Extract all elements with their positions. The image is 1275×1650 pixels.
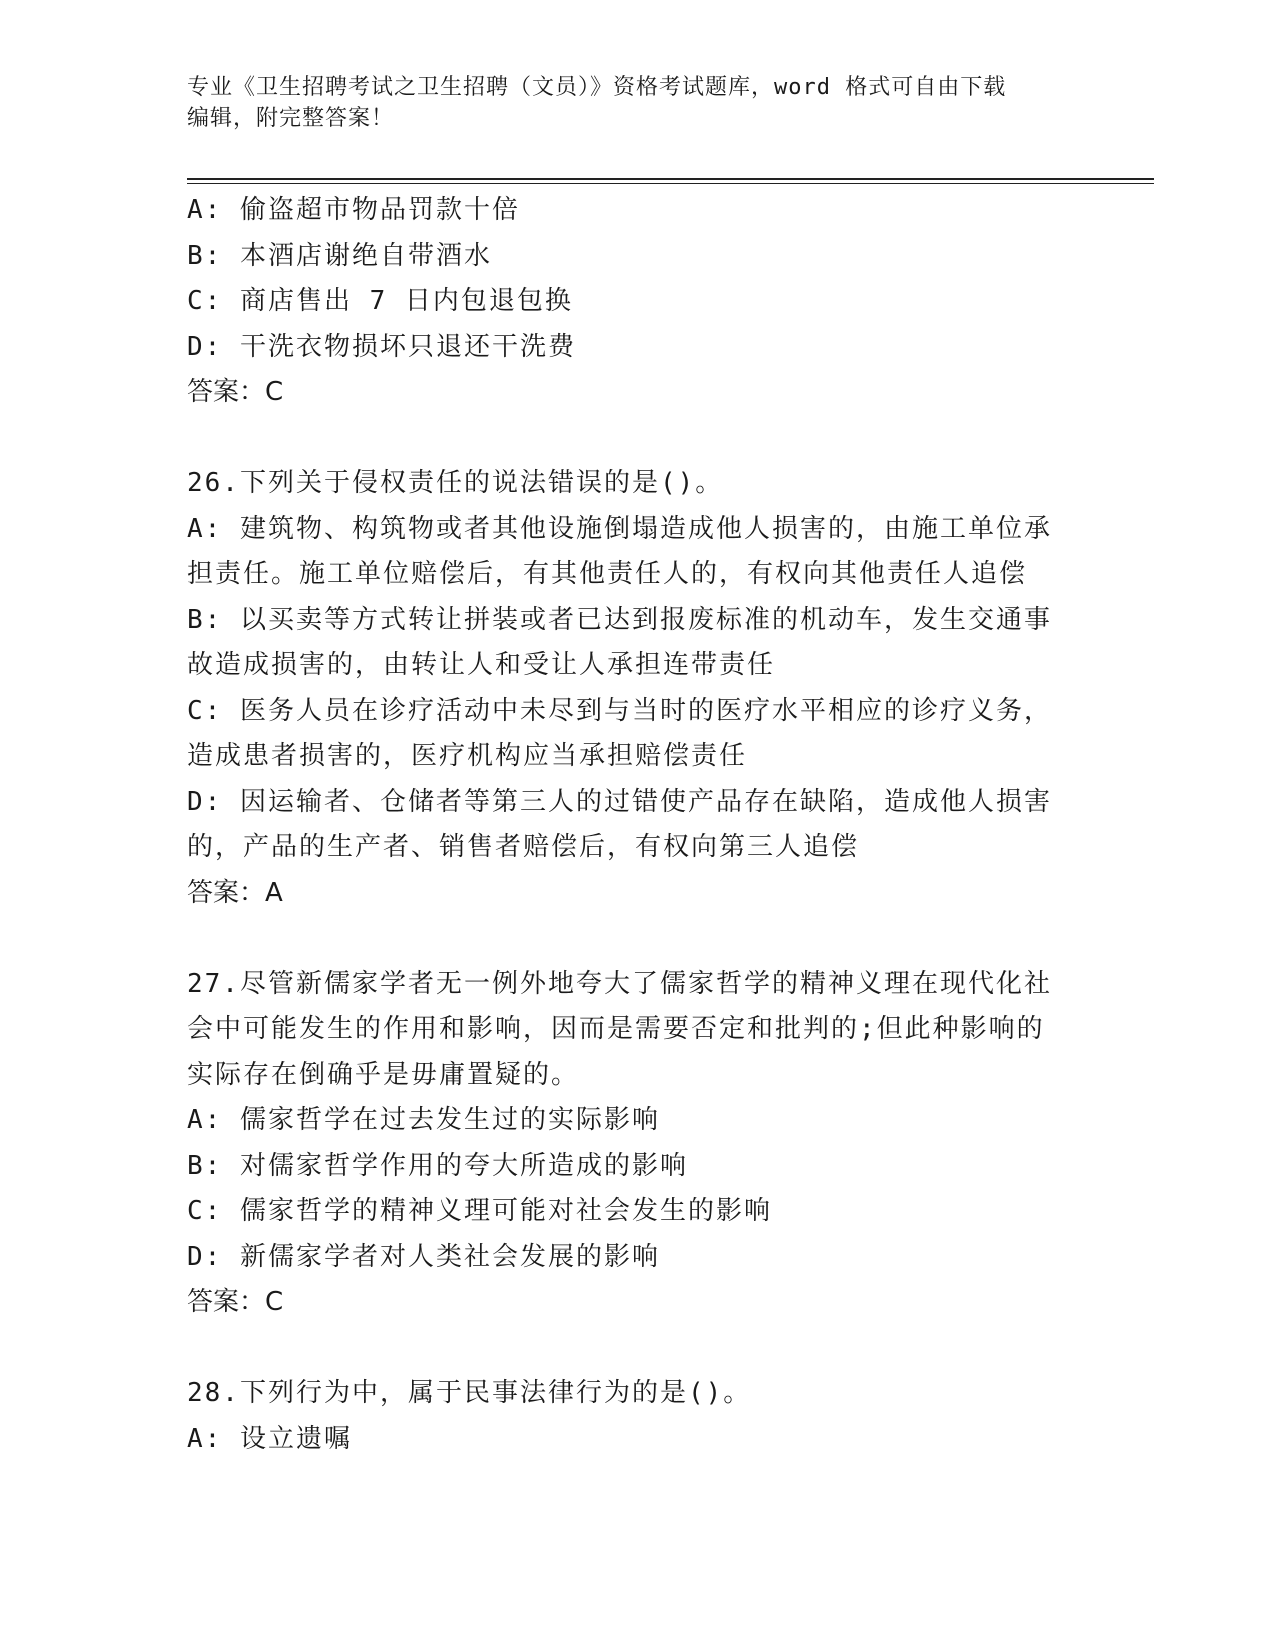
option-a-line-2: 担责任。施工单位赔偿后，有其他责任人的，有权向其他责任人追偿: [187, 559, 1028, 589]
option-b-line-1: B: 以买卖等方式转让拼装或者已达到报废标准的机动车，发生交通事: [187, 604, 1052, 635]
option-b-line-2: 故造成损害的，由转让人和受让人承担连带责任: [187, 650, 776, 680]
answer-label: 答案：A: [187, 877, 283, 908]
header-line-2: 编辑，附完整答案！: [187, 106, 395, 131]
option-c: C: 儒家哲学的精神义理可能对社会发生的影响: [187, 1196, 772, 1226]
document-header: [187, 72, 1087, 134]
option-d: D: 干洗衣物损坏只退还干洗费: [187, 331, 576, 362]
option-c-line-2: 造成患者损害的，医疗机构应当承担赔偿责任: [187, 741, 748, 771]
question-stem-line-3: 实际存在倒确乎是毋庸置疑的。: [187, 1059, 580, 1090]
spacer: [187, 416, 1087, 462]
option-b: B: 本酒店谢绝自带酒水: [187, 240, 492, 271]
header-divider-thin: [187, 183, 1154, 184]
spacer: [187, 916, 1087, 962]
option-c: C: 商店售出 7 日内包退包换: [187, 286, 573, 316]
question-26: [187, 461, 1087, 916]
header-divider-thick: [187, 178, 1154, 180]
question-28: [187, 1371, 1087, 1462]
answer-label: 答案：C: [187, 1287, 284, 1317]
option-a: A: 儒家哲学在过去发生过的实际影响: [187, 1105, 660, 1135]
header-line-1: 专业《卫生招聘考试之卫生招聘（文员）》资格考试题库，word 格式可自由下载: [187, 75, 1007, 100]
option-d: D: 新儒家学者对人类社会发展的影响: [187, 1241, 660, 1272]
question-stem: 28.下列行为中，属于民事法律行为的是()。: [187, 1378, 752, 1408]
question-list: [187, 188, 1087, 1462]
option-a: A: 偷盗超市物品罚款十倍: [187, 195, 520, 225]
option-c-line-1: C: 医务人员在诊疗活动中未尽到与当时的医疗水平相应的诊疗义务，: [187, 695, 1052, 726]
answer-label: 答案：C: [187, 377, 284, 407]
option-b: B: 对儒家哲学作用的夸大所造成的影响: [187, 1150, 688, 1181]
question-stem-line-2: 会中可能发生的作用和影响，因而是需要否定和批判的;但此种影响的: [187, 1014, 1045, 1044]
question-stem: 26.下列关于侵权责任的说法错误的是()。: [187, 468, 724, 498]
option-d-line-2: 的，产品的生产者、销售者赔偿后，有权向第三人追偿: [187, 832, 860, 862]
spacer: [187, 1326, 1087, 1372]
option-d-line-1: D: 因运输者、仓储者等第三人的过错使产品存在缺陷，造成他人损害: [187, 786, 1052, 817]
option-a-line-1: A: 建筑物、构筑物或者其他设施倒塌造成他人损害的，由施工单位承: [187, 513, 1052, 544]
question-27: [187, 962, 1087, 1326]
question-25: [187, 188, 1087, 416]
option-a: A: 设立遗嘱: [187, 1423, 352, 1454]
question-stem-line-1: 27.尽管新儒家学者无一例外地夸大了儒家哲学的精神义理在现代化社: [187, 968, 1052, 999]
